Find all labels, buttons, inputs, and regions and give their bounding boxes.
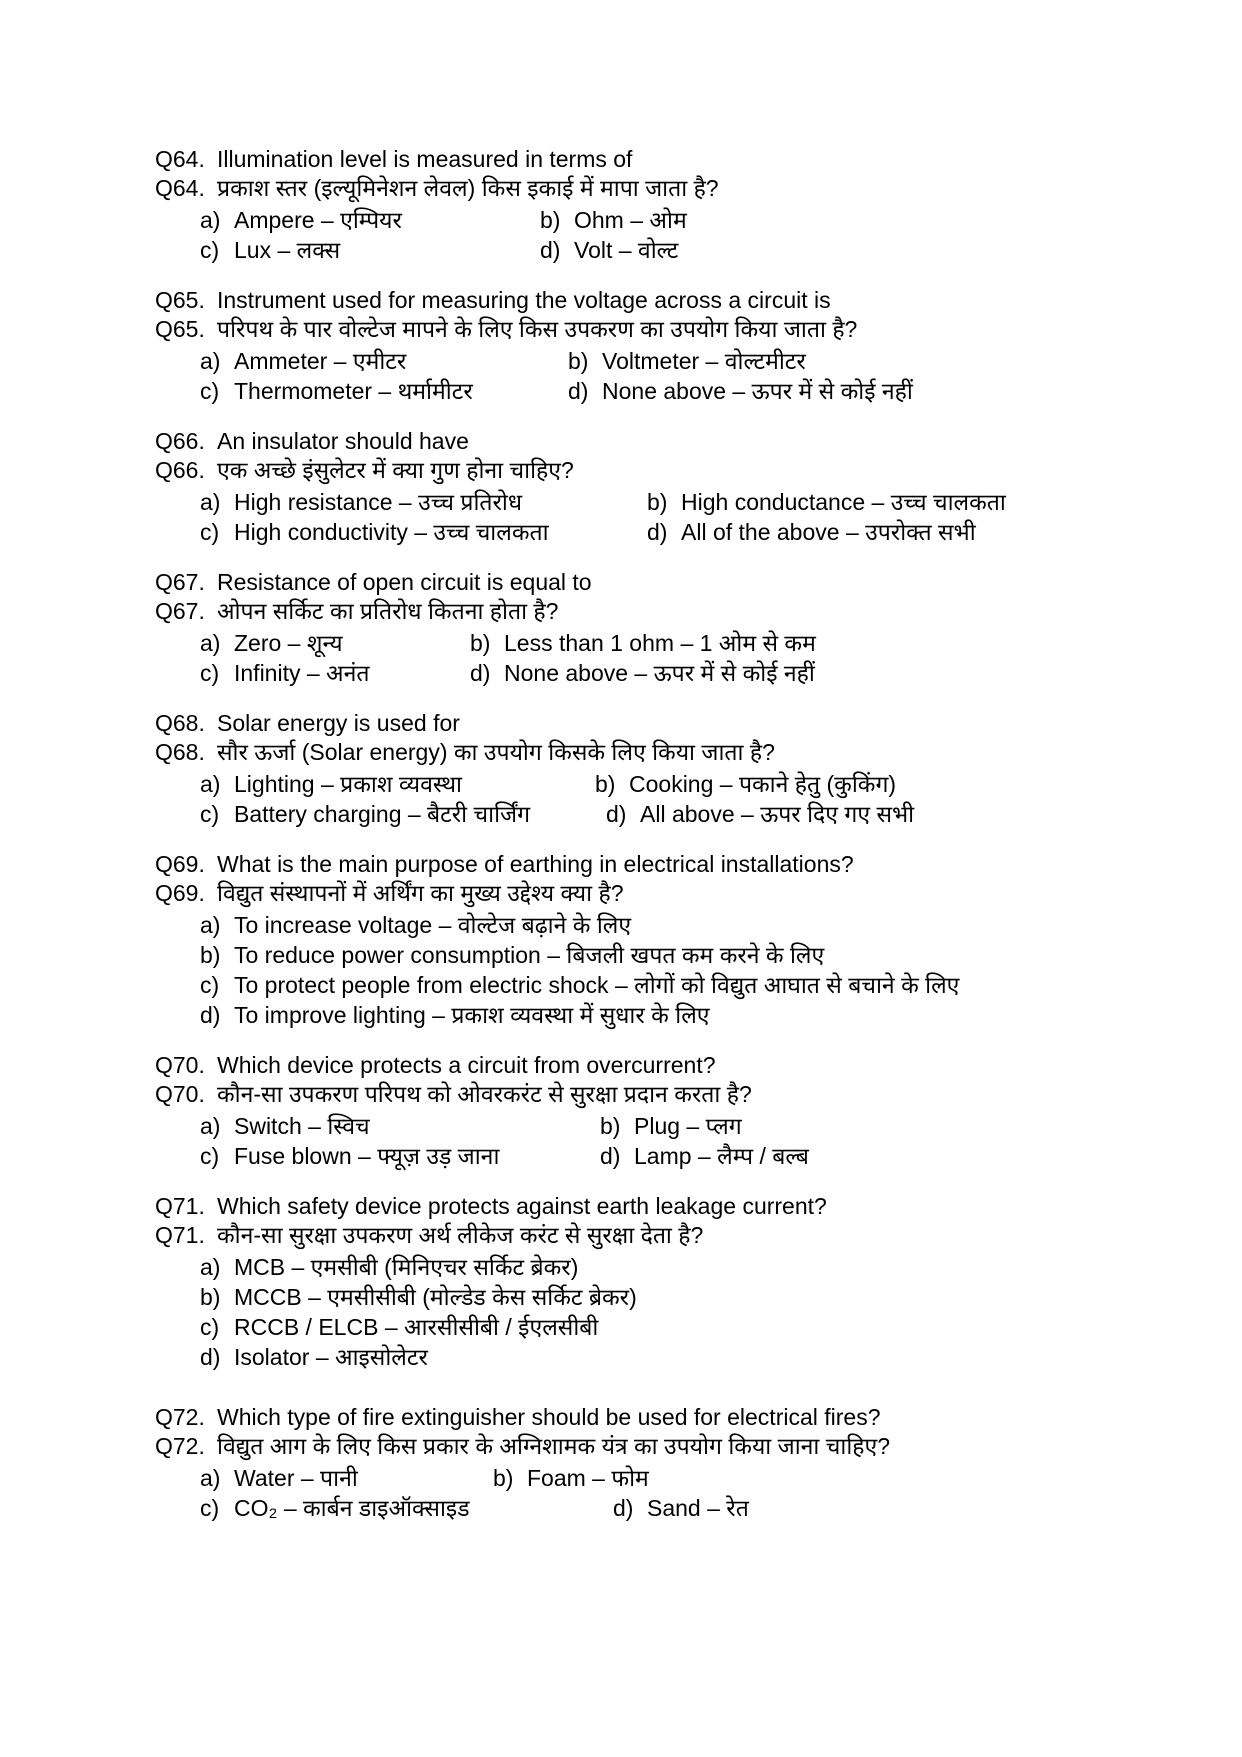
option-letter: c) (200, 519, 220, 545)
option-text: Sand – रेत (647, 1495, 749, 1521)
option-a (200, 205, 540, 235)
question-number: Q68. (155, 710, 205, 736)
question-line-en (155, 1404, 1202, 1430)
option-c (200, 517, 647, 547)
option-row (200, 1282, 1202, 1312)
option-row (200, 205, 1202, 235)
option-letter: b) (540, 207, 561, 233)
option-c (200, 970, 959, 1000)
option-letter: d) (606, 801, 627, 827)
question-block-q70 (155, 1052, 1202, 1171)
option-text: Lighting – प्रकाश व्यवस्था (234, 771, 463, 797)
question-number: Q65. (155, 287, 205, 313)
option-text: Ammeter – एमीटर (234, 348, 407, 374)
option-text: None above – ऊपर में से कोई नहीं (602, 378, 913, 404)
question-text-hi: प्रकाश स्तर (इल्यूमिनेशन लेवल) किस इकाई में मापा जाता है? (217, 175, 719, 201)
option-text: Zero – शून्य (234, 630, 343, 656)
option-text: Ampere – एम्पियर (234, 207, 402, 233)
option-text: All above – ऊपर दिए गए सभी (640, 801, 915, 827)
question-line-en (155, 569, 1202, 595)
option-text: To improve lighting – प्रकाश व्यवस्था में सुधार के लिए (234, 1002, 710, 1028)
question-text-hi: ओपन सर्किट का प्रतिरोध कितना होता है? (217, 598, 559, 624)
option-letter: a) (200, 1113, 221, 1139)
options (155, 628, 1202, 688)
option-row (200, 769, 1202, 799)
option-row (200, 487, 1202, 517)
question-number: Q67. (155, 569, 205, 595)
option-row (200, 1493, 1202, 1523)
question-text-en: What is the main purpose of earthing in electrical installations? (217, 851, 854, 877)
option-a (200, 628, 470, 658)
question-number: Q65. (155, 316, 205, 342)
option-text: To increase voltage – वोल्टेज बढ़ाने के लिए (234, 912, 632, 938)
question-number: Q70. (155, 1052, 205, 1078)
question-number: Q66. (155, 457, 205, 483)
option-letter: a) (200, 207, 221, 233)
question-text-en: Which safety device protects against earth leakage current? (217, 1193, 827, 1219)
question-text-hi: सौर ऊर्जा (Solar energy) का उपयोग किसके लिए किया जाता है? (217, 739, 775, 765)
option-b (540, 205, 687, 235)
option-a (200, 1463, 493, 1493)
question-block-q66 (155, 428, 1202, 547)
option-letter: c) (200, 378, 220, 404)
question-line-en (155, 146, 1202, 172)
question-line-hi (155, 595, 1202, 628)
question-line-en (155, 1193, 1202, 1219)
option-b (568, 346, 806, 376)
option-letter: d) (470, 660, 491, 686)
question-line-en (155, 710, 1202, 736)
option-c (200, 1312, 598, 1342)
options (155, 487, 1202, 547)
option-letter: b) (647, 489, 668, 515)
question-number: Q71. (155, 1222, 205, 1248)
question-block-q64 (155, 146, 1202, 265)
option-letter: c) (200, 972, 220, 998)
option-row (200, 970, 1202, 1000)
option-letter: d) (200, 1002, 221, 1028)
question-line-hi (155, 1078, 1202, 1111)
option-text: Thermometer – थर्मामीटर (234, 378, 473, 404)
question-number: Q69. (155, 880, 205, 906)
option-letter: a) (200, 1254, 221, 1280)
question-line-hi (155, 454, 1202, 487)
question-text-en: Resistance of open circuit is equal to (217, 569, 592, 595)
question-line-en (155, 1052, 1202, 1078)
question-number: Q71. (155, 1193, 205, 1219)
question-text-en: An insulator should have (217, 428, 469, 454)
option-text: RCCB / ELCB – आरसीसीबी / ईएलसीबी (234, 1314, 599, 1340)
option-b (200, 940, 824, 970)
option-letter: b) (600, 1113, 621, 1139)
question-block-q65 (155, 287, 1202, 406)
option-letter: d) (200, 1344, 221, 1370)
question-line-hi (155, 313, 1202, 346)
question-block-q67 (155, 569, 1202, 688)
option-a (200, 1111, 600, 1141)
question-block-q71 (155, 1193, 1202, 1372)
option-text: Lamp – लैम्प / बल्ब (634, 1143, 809, 1169)
question-text-en: Which device protects a circuit from overcurrent? (217, 1052, 716, 1078)
options (155, 205, 1202, 265)
question-number: Q64. (155, 146, 205, 172)
option-text: Switch – स्विच (234, 1113, 370, 1139)
option-c (200, 799, 606, 829)
option-text: High conductance – उच्च चालकता (681, 489, 1006, 515)
option-c (200, 235, 540, 265)
option-row (200, 1312, 1202, 1342)
option-letter: a) (200, 489, 221, 515)
option-row (200, 517, 1202, 547)
option-letter: a) (200, 348, 221, 374)
option-row (200, 1141, 1202, 1171)
option-letter: d) (540, 237, 561, 263)
option-text: Foam – फोम (527, 1465, 649, 1491)
option-letter: d) (613, 1495, 634, 1521)
question-line-hi (155, 1430, 1202, 1463)
option-d (540, 235, 678, 265)
option-d (613, 1493, 749, 1523)
question-text-en: Which type of fire extinguisher should be used for electrical fires? (217, 1404, 881, 1430)
option-letter: d) (647, 519, 668, 545)
option-letter: a) (200, 912, 221, 938)
option-text: To protect people from electric shock – लोगों को विद्युत आघात से बचाने के लिए (234, 972, 960, 998)
question-text-hi: विद्युत आग के लिए किस प्रकार के अग्निशामक यंत्र का उपयोग किया जाना चाहिए? (217, 1433, 891, 1459)
question-number: Q70. (155, 1081, 205, 1107)
option-a (200, 910, 631, 940)
option-row (200, 1000, 1202, 1030)
option-text: Fuse blown – फ्यूज़ उड़ जाना (234, 1143, 500, 1169)
option-letter: c) (200, 1314, 220, 1340)
question-line-en (155, 428, 1202, 454)
option-letter: d) (600, 1143, 621, 1169)
question-line-hi (155, 172, 1202, 205)
option-text: Infinity – अनंत (234, 660, 370, 686)
option-d (600, 1141, 809, 1171)
option-text: Ohm – ओम (574, 207, 687, 233)
option-text: Voltmeter – वोल्टमीटर (602, 348, 806, 374)
option-row (200, 235, 1202, 265)
option-text: MCB – एमसीबी (मिनिएचर सर्किट ब्रेकर) (234, 1254, 579, 1280)
option-b (493, 1463, 649, 1493)
options (155, 1111, 1202, 1171)
question-text-en: Illumination level is measured in terms of (217, 146, 633, 172)
option-letter: a) (200, 1465, 221, 1491)
option-a (200, 346, 568, 376)
option-letter: b) (493, 1465, 514, 1491)
option-letter: c) (200, 660, 220, 686)
option-letter: d) (568, 378, 589, 404)
option-c (200, 376, 568, 406)
question-text-en: Solar energy is used for (217, 710, 460, 736)
option-a (200, 1252, 578, 1282)
option-row (200, 1111, 1202, 1141)
options (155, 346, 1202, 406)
option-b (647, 487, 1006, 517)
options (155, 910, 1202, 1030)
option-d (200, 1000, 710, 1030)
question-number: Q66. (155, 428, 205, 454)
option-letter: c) (200, 1143, 220, 1169)
option-row (200, 910, 1202, 940)
question-line-en (155, 287, 1202, 313)
question-line-hi (155, 1219, 1202, 1252)
option-c (200, 1141, 600, 1171)
question-text-hi: कौन-सा सुरक्षा उपकरण अर्थ लीकेज करंट से सुरक्षा देता है? (217, 1222, 704, 1248)
option-b (600, 1111, 742, 1141)
question-number: Q72. (155, 1433, 205, 1459)
question-number: Q72. (155, 1404, 205, 1430)
option-row (200, 1252, 1202, 1282)
option-b (200, 1282, 637, 1312)
option-text: All of the above – उपरोक्त सभी (681, 519, 976, 545)
option-letter: b) (568, 348, 589, 374)
options (155, 1463, 1202, 1523)
option-row (200, 1463, 1202, 1493)
option-letter: b) (470, 630, 491, 656)
question-text-hi: एक अच्छे इंसुलेटर में क्या गुण होना चाहिए? (217, 457, 574, 483)
option-b (470, 628, 816, 658)
option-text: MCCB – एमसीसीबी (मोल्डेड केस सर्किट ब्रेकर) (234, 1284, 637, 1310)
option-letter: c) (200, 1495, 220, 1521)
option-row (200, 799, 1202, 829)
option-d (200, 1342, 428, 1372)
option-row (200, 376, 1202, 406)
option-text: None above – ऊपर में से कोई नहीं (504, 660, 815, 686)
option-d (568, 376, 913, 406)
option-a (200, 769, 595, 799)
question-number: Q68. (155, 739, 205, 765)
option-d (470, 658, 815, 688)
option-letter: b) (595, 771, 616, 797)
question-number: Q69. (155, 851, 205, 877)
option-c (200, 1493, 613, 1523)
option-row (200, 628, 1202, 658)
option-letter: a) (200, 771, 221, 797)
option-text: High resistance – उच्च प्रतिरोध (234, 489, 523, 515)
option-text: Volt – वोल्ट (574, 237, 679, 263)
option-text: Water – पानी (234, 1465, 358, 1491)
option-text: Battery charging – बैटरी चार्जिंग (234, 801, 531, 827)
options (155, 1252, 1202, 1372)
option-text: High conductivity – उच्च चालकता (234, 519, 549, 545)
option-b (595, 769, 896, 799)
option-a (200, 487, 647, 517)
question-block-q69 (155, 851, 1202, 1030)
question-text-hi: विद्युत संस्थापनों में अर्थिंग का मुख्य उद्देश्य क्या है? (217, 880, 624, 906)
option-text: CO₂ – कार्बन डाइऑक्साइड (234, 1495, 470, 1521)
option-row (200, 658, 1202, 688)
option-c (200, 658, 470, 688)
option-row (200, 346, 1202, 376)
option-text: Lux – लक्स (234, 237, 341, 263)
question-block-q68 (155, 710, 1202, 829)
option-d (647, 517, 976, 547)
option-text: To reduce power consumption – बिजली खपत कम करने के लिए (234, 942, 825, 968)
option-text: Plug – प्लग (634, 1113, 742, 1139)
question-text-en: Instrument used for measuring the voltage across a circuit is (217, 287, 831, 313)
question-number: Q67. (155, 598, 205, 624)
question-number: Q64. (155, 175, 205, 201)
option-row (200, 1342, 1202, 1372)
option-row (200, 940, 1202, 970)
question-line-hi (155, 736, 1202, 769)
option-letter: c) (200, 237, 220, 263)
option-letter: b) (200, 1284, 221, 1310)
options (155, 769, 1202, 829)
question-block-q72 (155, 1404, 1202, 1523)
option-text: Isolator – आइसोलेटर (234, 1344, 428, 1370)
question-line-en (155, 851, 1202, 877)
option-letter: c) (200, 801, 220, 827)
option-text: Less than 1 ohm – 1 ओम से कम (504, 630, 816, 656)
question-text-hi: कौन-सा उपकरण परिपथ को ओवरकरंट से सुरक्षा प्रदान करता है? (217, 1081, 752, 1107)
question-line-hi (155, 877, 1202, 910)
option-text: Cooking – पकाने हेतु (कुकिंग) (629, 771, 897, 797)
option-letter: b) (200, 942, 221, 968)
option-d (606, 799, 914, 829)
option-letter: a) (200, 630, 221, 656)
question-text-hi: परिपथ के पार वोल्टेज मापने के लिए किस उपकरण का उपयोग किया जाता है? (217, 316, 858, 342)
